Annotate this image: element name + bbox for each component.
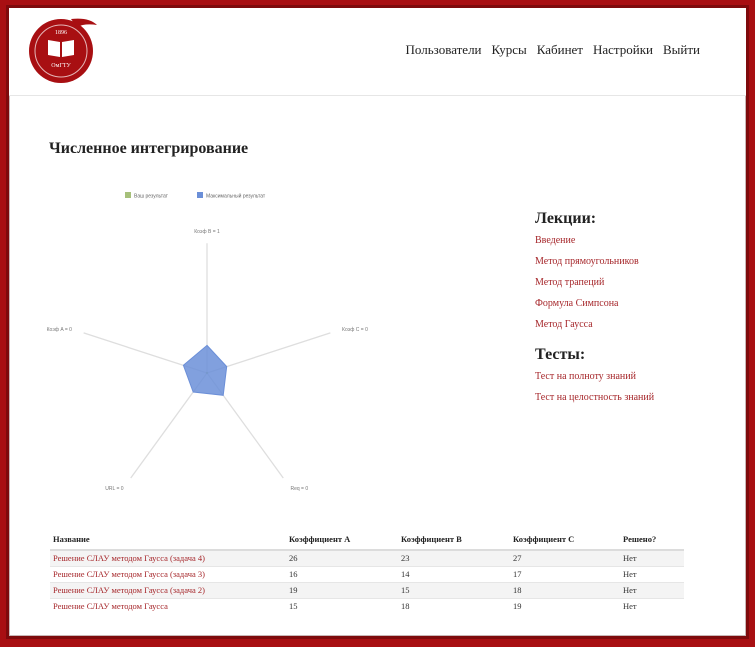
col-solved: Решено? bbox=[620, 530, 684, 550]
logo-year: 1896 bbox=[55, 30, 67, 36]
coef-b-cell: 15 bbox=[398, 582, 510, 598]
coef-a-cell: 16 bbox=[286, 566, 398, 582]
lecture-link-trapezoids[interactable]: Метод трапеций bbox=[535, 277, 605, 288]
coef-c-cell: 18 bbox=[510, 582, 620, 598]
table-header-row bbox=[50, 530, 684, 550]
coef-a-cell: 19 bbox=[286, 582, 398, 598]
page-title: Численное интегрирование bbox=[49, 140, 249, 157]
task-link[interactable]: Решение СЛАУ методом Гаусса (задача 3) bbox=[50, 566, 286, 582]
nav-users[interactable]: Пользователи bbox=[405, 42, 482, 57]
col-coef-b: Коэффициент B bbox=[398, 530, 510, 550]
nav-settings[interactable]: Настройки bbox=[592, 42, 653, 57]
nav-logout[interactable]: Выйти bbox=[662, 42, 700, 57]
table-row bbox=[50, 566, 684, 582]
solved-cell: Нет bbox=[620, 598, 684, 614]
radar-axis-label: Коэф C = 0 bbox=[342, 327, 368, 334]
sidebar-materials bbox=[535, 210, 654, 413]
lectures-title: Лекции: bbox=[535, 210, 597, 227]
radar-axis-label: Коэф B = 1 bbox=[194, 229, 220, 235]
legend-swatch bbox=[125, 192, 131, 198]
coef-b-cell: 23 bbox=[398, 550, 510, 566]
nav-cabinet[interactable]: Кабинет bbox=[536, 42, 583, 57]
coef-c-cell: 17 bbox=[510, 566, 620, 582]
solved-cell: Нет bbox=[620, 566, 684, 582]
legend-label: Максимальный результат bbox=[206, 193, 266, 200]
table-row bbox=[50, 598, 684, 614]
radar-axis-label: URL = 0 bbox=[105, 485, 124, 492]
radar-chart bbox=[39, 183, 368, 492]
lecture-link-intro[interactable]: Введение bbox=[535, 235, 576, 246]
radar-series-area bbox=[183, 345, 226, 395]
task-link[interactable]: Решение СЛАУ методом Гаусса (задача 4) bbox=[50, 550, 286, 566]
col-coef-a: Коэффициент A bbox=[286, 530, 398, 550]
header bbox=[9, 8, 746, 96]
solved-cell: Нет bbox=[620, 550, 684, 566]
lecture-link-simpson[interactable]: Формула Симпсона bbox=[535, 298, 619, 309]
col-coef-c: Коэффициент C bbox=[510, 530, 620, 550]
lecture-link-gauss[interactable]: Метод Гаусса bbox=[535, 319, 593, 330]
coef-a-cell: 26 bbox=[286, 550, 398, 566]
col-name: Название bbox=[50, 530, 286, 550]
solved-cell: Нет bbox=[620, 582, 684, 598]
university-logo[interactable] bbox=[27, 13, 99, 85]
legend-label: Ваш результат bbox=[134, 193, 168, 200]
main-nav bbox=[406, 42, 700, 58]
radar-axis-label: Коэф A = 0 bbox=[46, 327, 72, 334]
table-row bbox=[50, 550, 684, 566]
coef-c-cell: 19 bbox=[510, 598, 620, 614]
lecture-link-rectangles[interactable]: Метод прямоугольников bbox=[535, 256, 639, 267]
page-frame bbox=[6, 5, 749, 639]
task-link[interactable]: Решение СЛАУ методом Гаусса (задача 2) bbox=[50, 582, 286, 598]
legend-swatch bbox=[197, 192, 203, 198]
coef-a-cell: 15 bbox=[286, 598, 398, 614]
test-link-integrity[interactable]: Тест на целостность знаний bbox=[535, 392, 655, 403]
coef-c-cell: 27 bbox=[510, 550, 620, 566]
nav-courses[interactable]: Курсы bbox=[491, 42, 527, 57]
logo-abbr: ОмГТУ bbox=[51, 63, 71, 69]
results-table bbox=[50, 530, 684, 614]
task-link[interactable]: Решение СЛАУ методом Гаусса bbox=[50, 598, 286, 614]
table-row bbox=[50, 582, 684, 598]
tests-title: Тесты: bbox=[535, 346, 586, 363]
coef-b-cell: 14 bbox=[398, 566, 510, 582]
radar-axis-label: Req = 0 bbox=[290, 485, 309, 492]
coef-b-cell: 18 bbox=[398, 598, 510, 614]
test-link-completeness[interactable]: Тест на полноту знаний bbox=[535, 371, 636, 382]
